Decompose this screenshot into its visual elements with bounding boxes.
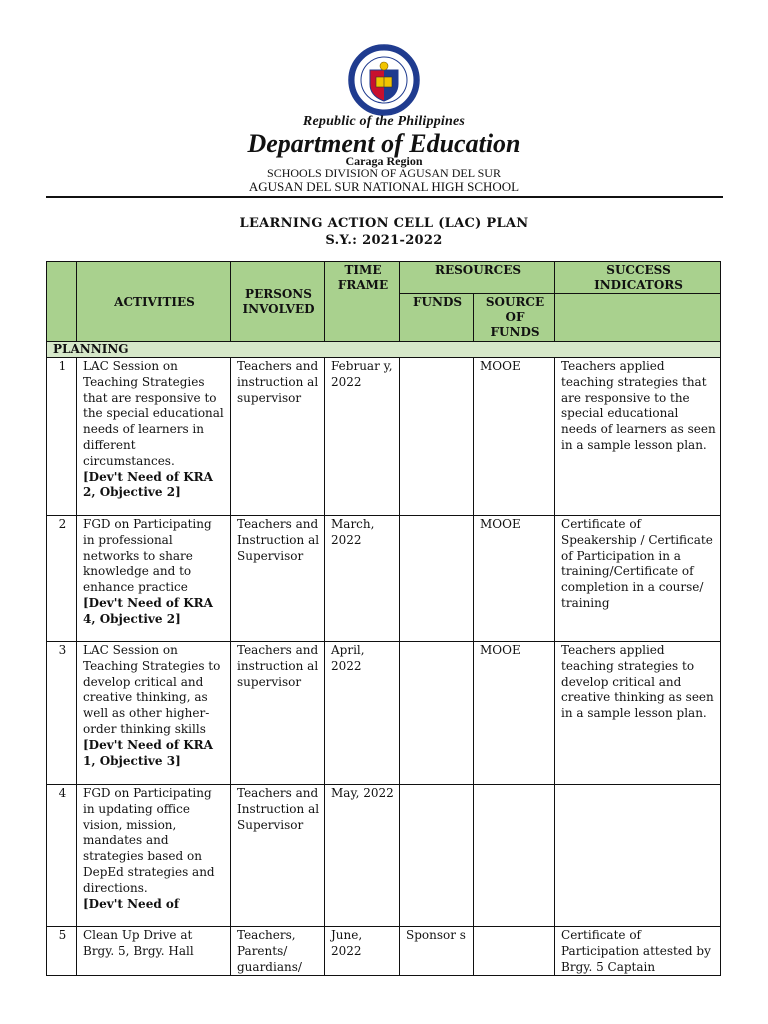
header-source: SOURCE OF FUNDS xyxy=(474,294,555,342)
school-name: AGUSAN DEL SUR NATIONAL HIGH SCHOOL xyxy=(248,179,520,194)
row-number: 1 xyxy=(47,358,77,516)
persons-cell: Teachers and instruction al supervisor xyxy=(231,358,325,516)
row-number: 4 xyxy=(47,785,77,927)
dev-need-text: [Dev't Need of KRA 2, Objective 2] xyxy=(83,469,213,500)
persons-cell: Teachers, Parents/ guardians/ xyxy=(231,927,325,976)
success-cell: Teachers applied teaching strategies that are responsive to the special educational needs of learners as seen in a sample lesson plan. xyxy=(555,358,721,516)
time-frame-cell: April, 2022 xyxy=(325,642,400,785)
source-cell: MOOE xyxy=(474,516,555,642)
funds-cell: Sponsor s xyxy=(400,927,474,976)
row-number: 5 xyxy=(47,927,77,976)
activity-text: LAC Session on Teaching Strategies to develop critical and creative thinking, as well as other higher-order thinking skills xyxy=(83,643,221,736)
success-cell: Certificate of Speakership / Certificate of Participation in a training/Certificate of completion in a course/ training xyxy=(555,516,721,642)
activity-text: Clean Up Drive at Brgy. 5, Brgy. Hall xyxy=(83,928,194,958)
section-row xyxy=(47,342,721,358)
time-frame-cell: June, 2022 xyxy=(325,927,400,976)
activity-text: FGD on Participating in updating office vision, mission, mandates and strategies based on DepEd strategies and directions. xyxy=(83,786,215,895)
republic-label: Republic of the Philippines xyxy=(302,114,466,129)
header-persons: PERSONS INVOLVED xyxy=(231,262,325,342)
persons-cell: Teachers and Instruction al Supervisor xyxy=(231,516,325,642)
funds-cell xyxy=(400,642,474,785)
activity-cell xyxy=(77,927,231,976)
plan-title: LEARNING ACTION CELL (LAC) PLAN xyxy=(239,216,529,231)
table-row xyxy=(47,642,721,785)
activity-cell xyxy=(77,358,231,516)
time-frame-cell: Februar y, 2022 xyxy=(325,358,400,516)
table-row xyxy=(47,785,721,927)
dev-need-text: [Dev't Need of xyxy=(83,896,180,911)
region-label: Caraga Region xyxy=(345,154,423,168)
activity-text: LAC Session on Teaching Strategies that are responsive to the special educational needs of learners in different circumstances. xyxy=(83,359,224,468)
deped-seal-icon xyxy=(348,44,420,116)
funds-cell xyxy=(400,358,474,516)
row-number: 2 xyxy=(47,516,77,642)
persons-cell: Teachers and instruction al supervisor xyxy=(231,642,325,785)
header-resources: RESOURCES xyxy=(400,262,555,294)
source-cell xyxy=(474,927,555,976)
header-row xyxy=(47,262,721,294)
table-row xyxy=(47,516,721,642)
source-cell: MOOE xyxy=(474,358,555,516)
table-row xyxy=(47,927,721,976)
activity-cell xyxy=(77,642,231,785)
activity-cell xyxy=(77,785,231,927)
time-frame-cell: May, 2022 xyxy=(325,785,400,927)
lac-plan-table xyxy=(46,261,721,976)
dev-need-text: [Dev't Need of KRA 4, Objective 2] xyxy=(83,595,213,626)
source-cell xyxy=(474,785,555,927)
dev-need-text: [Dev't Need of KRA 1, Objective 3] xyxy=(83,737,213,768)
activity-cell xyxy=(77,516,231,642)
source-cell: MOOE xyxy=(474,642,555,785)
header-activities: ACTIVITIES xyxy=(77,262,231,342)
funds-cell xyxy=(400,785,474,927)
table-row xyxy=(47,358,721,516)
department-title: Department of Education xyxy=(247,129,521,158)
header-success-blank xyxy=(555,294,721,342)
activity-text: FGD on Participating in professional networks to share knowledge and to enhance practice xyxy=(83,517,212,595)
header-funds: FUNDS xyxy=(400,294,474,342)
success-cell: Teachers applied teaching strategies to develop critical and creative thinking as seen in a sample lesson plan. xyxy=(555,642,721,785)
header-divider xyxy=(46,196,723,198)
school-year: S.Y.: 2021-2022 xyxy=(325,233,443,248)
header-num xyxy=(47,262,77,342)
division-label: SCHOOLS DIVISION OF AGUSAN DEL SUR xyxy=(267,166,501,180)
header-time-frame: TIME FRAME xyxy=(325,262,400,342)
success-cell: Certificate of Participation attested by Brgy. 5 Captain xyxy=(555,927,721,976)
time-frame-cell: March, 2022 xyxy=(325,516,400,642)
persons-cell: Teachers and Instruction al Supervisor xyxy=(231,785,325,927)
row-number: 3 xyxy=(47,642,77,785)
funds-cell xyxy=(400,516,474,642)
header-success: SUCCESS INDICATORS xyxy=(555,262,721,294)
success-cell xyxy=(555,785,721,927)
section-planning: PLANNING xyxy=(47,342,721,358)
